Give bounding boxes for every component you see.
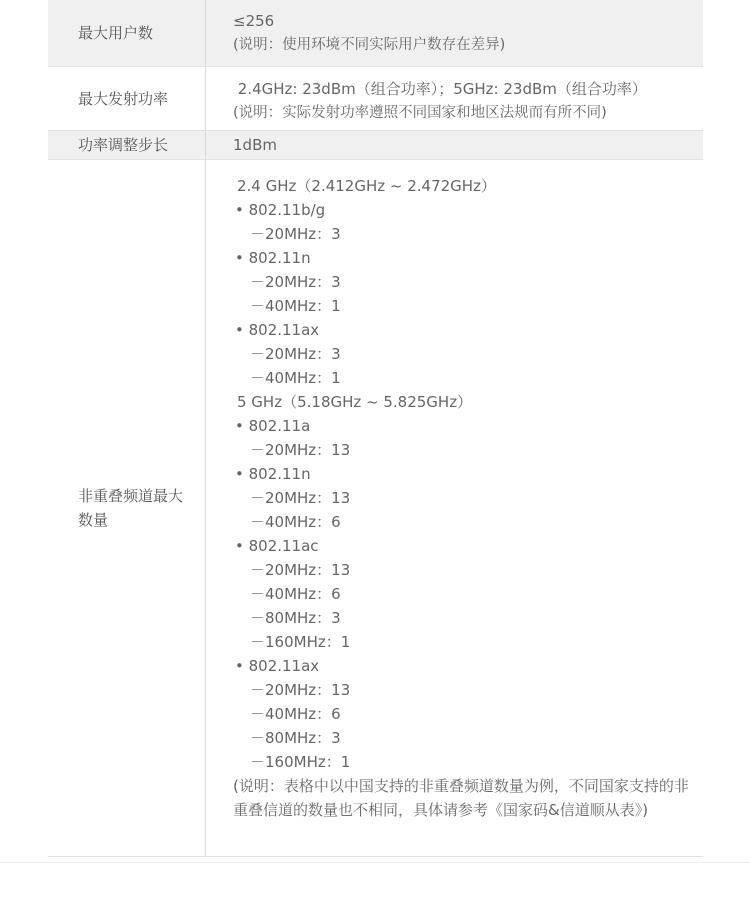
spec-value-main: 2.4GHz: 23dBm（组合功率）；5GHz: 23dBm（组合功率） — [233, 80, 647, 98]
spec-row-power-step — [48, 131, 703, 160]
channel-list — [233, 174, 703, 774]
bandwidth-item: －40MHz：6 — [250, 585, 341, 603]
bandwidth-item: －20MHz：13 — [250, 441, 351, 459]
spec-note: (说明：使用环境不同实际用户数存在差异) — [233, 37, 506, 53]
bandwidth-item: －160MHz：1 — [250, 753, 351, 771]
band-heading: 5 GHz（5.18GHz ~ 5.825GHz） — [237, 393, 473, 411]
spec-value — [206, 160, 703, 856]
standard-item: • 802.11ax — [235, 321, 320, 339]
spec-row-non-overlapping-channels — [48, 160, 703, 857]
spec-row-max-users — [48, 0, 703, 67]
bandwidth-item: －40MHz：1 — [250, 297, 341, 315]
spec-label: 功率调整步长 — [48, 131, 206, 159]
bandwidth-item: －80MHz：3 — [250, 609, 341, 627]
spec-value-main: ≤256 — [233, 12, 275, 30]
spec-note: (说明：实际发射功率遵照不同国家和地区法规而有所不同) — [233, 105, 607, 121]
bandwidth-item: －40MHz：6 — [250, 513, 341, 531]
band-heading: 2.4 GHz（2.412GHz ~ 2.472GHz） — [237, 177, 496, 195]
spec-value: 1dBm — [233, 136, 277, 154]
standard-item: • 802.11b/g — [235, 201, 326, 219]
standard-item: • 802.11n — [235, 249, 311, 267]
spec-row-max-tx-power — [48, 67, 703, 131]
bandwidth-item: －20MHz：13 — [250, 681, 351, 699]
standard-item: • 802.11a — [235, 417, 311, 435]
page-divider — [0, 862, 750, 863]
standard-item: • 802.11n — [235, 465, 311, 483]
standard-item: • 802.11ac — [235, 537, 319, 555]
spec-value — [206, 0, 703, 66]
spec-value — [206, 67, 703, 130]
bandwidth-item: －40MHz：6 — [250, 705, 341, 723]
bandwidth-item: －20MHz：13 — [250, 561, 351, 579]
spec-label: 非重叠频道最大数量 — [48, 160, 206, 856]
bandwidth-item: －160MHz：1 — [250, 633, 351, 651]
spec-label: 最大用户数 — [48, 0, 206, 66]
bandwidth-item: －20MHz：13 — [250, 489, 351, 507]
standard-item: • 802.11ax — [235, 657, 320, 675]
spec-note: (说明：表格中以中国支持的非重叠频道数量为例，不同国家支持的非重叠信道的数量也不相同，具体请参考《国家码&信道顺从表》) — [233, 777, 689, 819]
bandwidth-item: －80MHz：3 — [250, 729, 341, 747]
spec-table — [48, 0, 703, 857]
spec-label: 最大发射功率 — [48, 67, 206, 130]
bandwidth-item: －20MHz：3 — [250, 225, 341, 243]
bandwidth-item: －20MHz：3 — [250, 273, 341, 291]
bandwidth-item: －40MHz：1 — [250, 369, 341, 387]
bandwidth-item: －20MHz：3 — [250, 345, 341, 363]
